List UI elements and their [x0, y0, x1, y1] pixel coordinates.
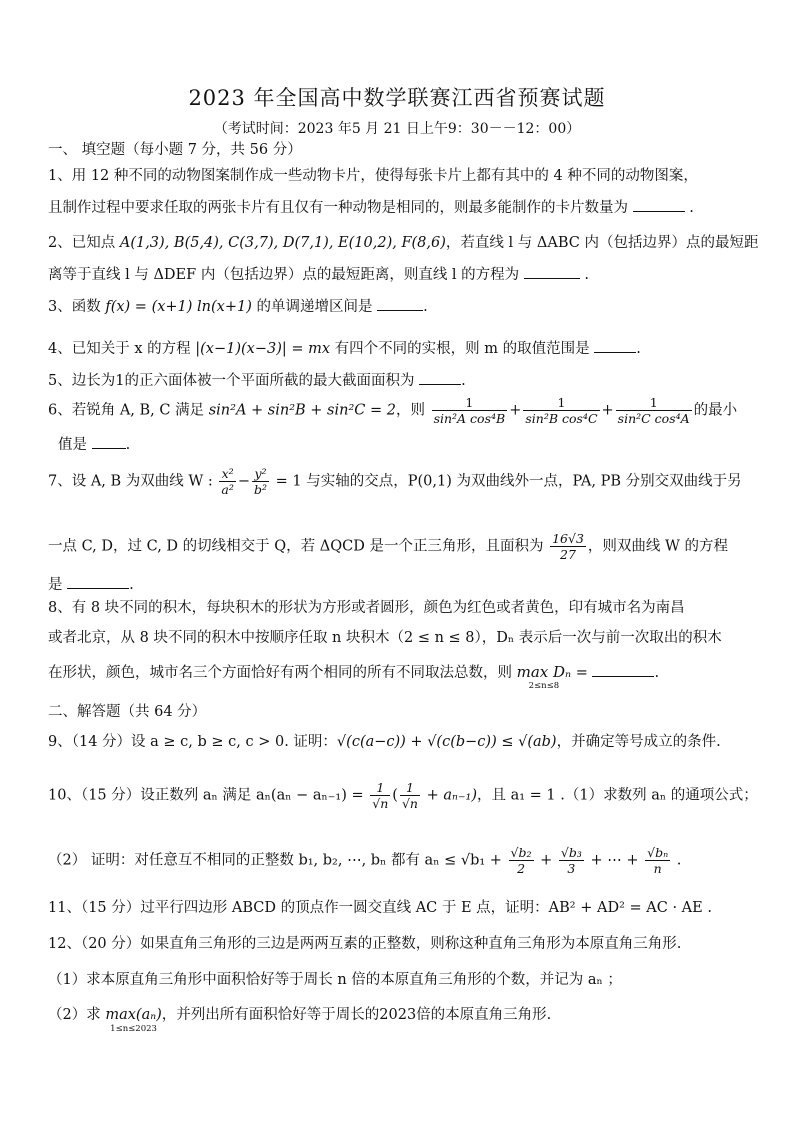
q2-text: ，若直线 l 与 ΔABC 内（包括边界）点的最短距 [445, 235, 759, 251]
q8-max-expr [517, 662, 572, 691]
answer-blank[interactable] [524, 264, 580, 279]
q10-fraction-2 [400, 780, 420, 811]
answer-blank[interactable] [67, 574, 129, 589]
q4-expr: |(x−1)(x−3)| = mx [195, 341, 331, 357]
fraction-numerator: √b₂ [510, 845, 532, 860]
fraction-numerator: 1 [616, 395, 692, 411]
q4-suffix: 有四个不同的实根，则 m 的取值范围是 [330, 341, 590, 357]
q8-equals: = [571, 665, 588, 681]
q7-fraction-y [252, 466, 269, 497]
q8-text: 在形状，颜色，城市名三个方面恰好有两个相同的所有不同取法总数，则 [48, 665, 517, 681]
q6-prefix: 6、若锐角 A, B, C 满足 [48, 402, 209, 419]
q10-prefix: 10、（15 分）设正数列 aₙ 满足 aₙ(aₙ − aₙ₋₁) = [48, 787, 369, 804]
q6-fraction-3 [616, 395, 692, 426]
part2-heading: 二、解答题（共 64 分） [48, 704, 207, 720]
fraction-numerator: √bₙ [647, 845, 669, 860]
fraction-denominator: 3 [567, 861, 576, 876]
q7-prefix: 7、设 A, B 为双曲线 W : [48, 473, 213, 490]
q3-suffix: 的单调递增区间是 [251, 299, 373, 315]
fraction-denominator: b² [254, 482, 268, 497]
fraction-denominator: 2 [517, 861, 526, 876]
fraction-numerator: 1 [523, 395, 599, 411]
q8-line2: 或者北京，从 8 块不同的积木中按顺序任取 n 块积木（2 ≤ n ≤ 8），Dₙ 表示后一次与前一次取出的积木 [48, 630, 722, 646]
q7-area-fraction [550, 531, 586, 562]
period: . [672, 852, 682, 869]
q2-text-2: 离等于直线 l 与 ΔDEF 内（包括边界）点的最短距离，则直线 l 的方程为 [48, 267, 520, 283]
q7-text-3: ，则双曲线 W 的方程 [587, 538, 729, 555]
q12-part2-prefix: （2）求 [48, 1007, 106, 1023]
q9-inequality: √(c(a−c)) + √(c(b−c)) ≤ √(ab) [336, 734, 557, 750]
q3-line: 3、函数 f(x) = (x+1) ln(x+1) 的单调递增区间是 . [48, 296, 758, 317]
q5-text: 5、边长为1的正六面体被一个平面所截的最大截面面积为 [48, 373, 415, 389]
paren-tail: + aₙ₋₁) [421, 787, 477, 804]
part1-heading: 一、 填空题（每小题 7 分，共 56 分） [48, 142, 302, 158]
q7-line1: 7、设 A, B 为双曲线 W : $\frac{\text{x²}}{\text{a²}}$ − $\frac{\text{y²}}{\text{b²}}$ = 1 与实轴的交点，P(0,1) 为双曲线外一点，PA, PB 分别交双曲线于另 [48, 466, 742, 497]
q1-text: 且制作过程中要求任取的两张卡片有且仅有一种动物是相同的，则最多能制作的卡片数量为 [48, 200, 628, 216]
q12-line2: （1）求本原直角三角形中面积恰好等于周长 n 倍的本原直角三角形的个数，并记为 aₙ ； [48, 972, 622, 988]
q6-fraction-1 [432, 395, 508, 426]
q4-line: 4、已知关于 x 的方程 |(x−1)(x−3)| = mx 有四个不同的实根，则 m 的取值范围是 . [48, 338, 758, 359]
q1-line2: 且制作过程中要求任取的两张卡片有且仅有一种动物是相同的，则最多能制作的卡片数量为 . [48, 197, 758, 218]
q2-line2: 离等于直线 l 与 ΔDEF 内（包括边界）点的最短距离，则直线 l 的方程为 . [48, 264, 758, 285]
q3-expr: f(x) = (x+1) ln(x+1) [105, 299, 252, 315]
q12-part2-text: ，并列出所有面积恰好等于周长的2023倍的本原直角三角形. [161, 1007, 552, 1023]
q3-prefix: 3、函数 [48, 299, 106, 315]
answer-blank[interactable] [592, 662, 654, 677]
fraction-numerator: √b₃ [560, 845, 582, 860]
q10-term-n [645, 845, 670, 876]
q6-mid: ，则 [395, 402, 425, 419]
paren: ( [392, 787, 398, 804]
answer-blank[interactable] [419, 370, 461, 385]
exam-time: （考试时间：2023 年5 月 21 日上午9：30－－12：00） [213, 121, 581, 137]
max-subscript: 1≤n≤2023 [110, 1024, 157, 1034]
q8-line3: 在形状，颜色，城市名三个方面恰好有两个相同的所有不同取法总数，则 max Dₙ 2≤n≤8 = . [48, 663, 660, 691]
q7-text: = 1 与实轴的交点，P(0,1) 为双曲线外一点，PA, PB 分别交双曲线于另 [271, 473, 742, 490]
q7-text-2: 一点 C, D，过 C, D 的切线相交于 Q，若 ΔQCD 是一个正三角形，且面积为 [48, 538, 544, 555]
q5-line: 5、边长为1的正六面体被一个平面所截的最大截面面积为 . [48, 370, 758, 391]
q10-term-3 [559, 845, 584, 876]
max-label: max(aₙ) [105, 1007, 162, 1023]
ellipsis: + ⋯ + [585, 852, 644, 869]
q6-line2: 值是 . [48, 434, 768, 455]
answer-blank[interactable] [377, 296, 423, 311]
q2-line1 [48, 233, 758, 253]
answer-blank[interactable] [594, 338, 636, 353]
q9-suffix: ，并确定等号成立的条件. [556, 734, 721, 750]
q6-line1: 6、若锐角 A, B, C 满足 sin²A + sin²B + sin²C = 2，则 $\frac{1}{\text{sin²A cos⁴B}}$ + $\frac{1}{\text{sin²B cos⁴C}}$ + $\frac{1}{\text{sin²C cos⁴A}}$ 的最小 [48, 395, 738, 426]
q1-line1: 1、用 12 种不同的动物图案制作成一些动物卡片，使得每张卡片上都有其中的 4 种不同的动物图案， [48, 168, 698, 184]
q7-line2 [48, 531, 758, 562]
fraction-denominator: √n [372, 796, 389, 811]
q11-line: 11、（15 分）过平行四边形 ABCD 的顶点作一圆交直线 AC 于 E 点，证明：AB² + AD² = AC · AE . [48, 900, 712, 916]
q6-text-2: 值是 [58, 437, 87, 453]
q10-suffix: ，且 a₁ = 1 .（1）求数列 aₙ 的通项公式； [477, 787, 758, 804]
q9-prefix: 9、（14 分）设 a ≥ c, b ≥ c, c > 0. 证明： [48, 734, 337, 750]
fraction-denominator: sin²C cos⁴A [617, 411, 690, 426]
q6-fraction-2 [523, 395, 599, 426]
fraction-numerator: 1 [370, 780, 390, 796]
max-subscript: 2≤n≤8 [528, 681, 560, 691]
fraction-numerator: 1 [400, 780, 420, 796]
fraction-denominator: sin²B cos⁴C [525, 411, 598, 426]
q2-points: A(1,3), B(5,4), C(3,7), D(7,1), E(10,2), F(8,6) [119, 235, 446, 251]
q6-condition: sin²A + sin²B + sin²C = 2 [208, 402, 396, 419]
fraction-denominator: 27 [560, 547, 576, 562]
answer-blank[interactable] [92, 434, 126, 449]
q12-line1: 12、（20 分）如果直角三角形的三边是两两互素的正整数，则称这种直角三角形为本原直角三角形. [48, 936, 682, 952]
q10-term-2 [509, 845, 534, 876]
q2-prefix: 2、已知点 [48, 235, 120, 251]
q7-fraction-x [219, 466, 235, 497]
fraction-denominator: sin²A cos⁴B [433, 411, 506, 426]
q7-text-4: 是 [48, 577, 63, 593]
fraction-denominator: a² [221, 482, 234, 497]
plus-sign: + [535, 852, 557, 869]
q10-fraction-1 [370, 780, 390, 811]
q7-line3: 是 . [48, 574, 758, 595]
answer-blank[interactable] [633, 197, 685, 212]
q10-line1 [48, 780, 758, 811]
q9-line [48, 732, 758, 752]
max-label: max Dₙ [516, 663, 572, 681]
fraction-numerator: x² [219, 466, 235, 482]
fraction-numerator: 16√3 [552, 531, 584, 546]
q12-max-expr [105, 1005, 161, 1034]
page-title: 2023 年全国高中数学联赛江西省预赛试题 [188, 86, 606, 110]
fraction-numerator: y² [252, 466, 269, 482]
q8-line1: 8、有 8 块不同的积木，每块积木的形状为方形或者圆形，颜色为红色或者黄色，印有城市名为南昌 [48, 600, 685, 616]
fraction-numerator: 1 [432, 395, 508, 411]
q12-line3 [48, 1005, 758, 1034]
q6-suffix: 的最小 [693, 402, 738, 419]
q10-line2 [48, 845, 758, 876]
q10-part2-prefix: （2） 证明：对任意互不相同的正整数 b₁, b₂, ⋯, bₙ 都有 aₙ ≤ √b₁ + [48, 852, 507, 869]
fraction-denominator: n [653, 861, 662, 876]
fraction-denominator: √n [401, 796, 418, 811]
q4-prefix: 4、已知关于 x 的方程 [48, 341, 196, 357]
